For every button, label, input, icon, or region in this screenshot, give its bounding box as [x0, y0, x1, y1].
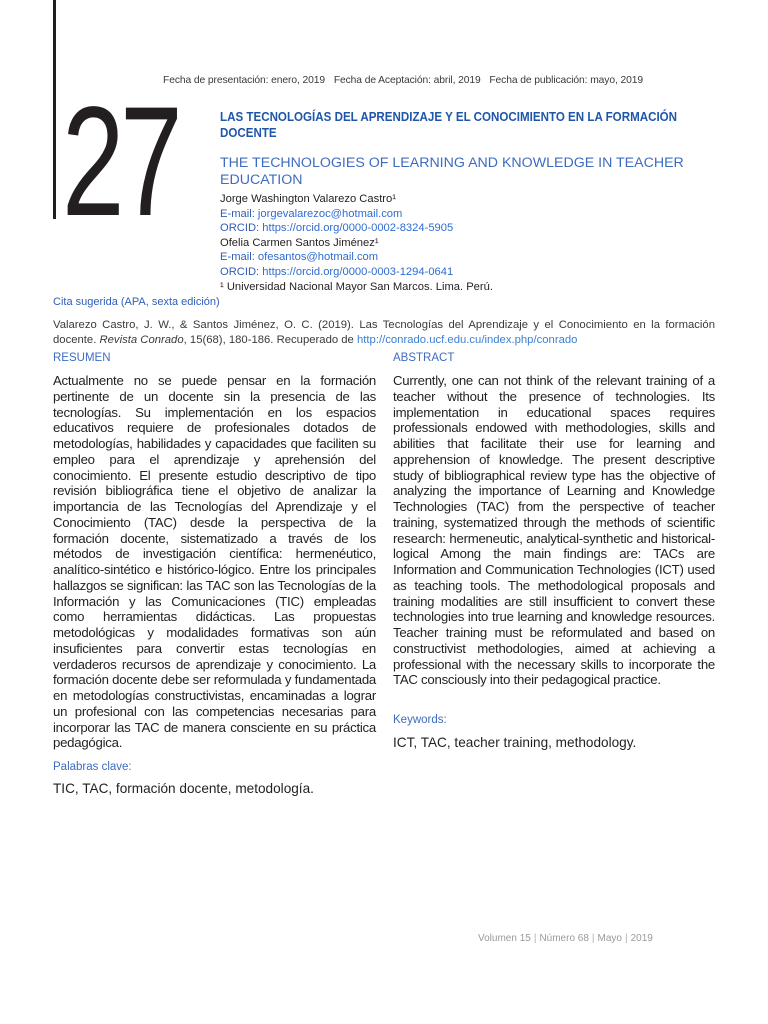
- author-name: Jorge Washington Valarezo Castro¹: [220, 193, 396, 205]
- orcid-label: ORCID:: [220, 265, 263, 278]
- keywords-heading: Keywords:: [393, 714, 447, 726]
- citation-authors-title: Valarezo Castro, J. W., & Santos Jiménez, O. C. (2019). Las Tecnologías del Aprendizaje y el Conocimiento en la formación docente.: [53, 319, 715, 346]
- citation-volume-pages: , 15(68), 180-186. Recuperado de: [183, 333, 357, 346]
- citation-label: Cita sugerida (APA, sexta edición): [53, 296, 220, 308]
- footer-separator: |: [624, 933, 628, 944]
- keywords-text: ICT, TAC, teacher training, methodology.: [393, 735, 637, 750]
- article-title-english: THE TECHNOLOGIES OF LEARNING AND KNOWLEDGE IN TEACHER EDUCATION: [220, 155, 684, 188]
- palabras-clave-text: TIC, TAC, formación docente, metodología.: [53, 781, 314, 796]
- author-orcid-line: [220, 265, 720, 280]
- article-title-spanish: LAS TECNOLOGÍAS DEL APRENDIZAJE Y EL CONOCIMIENTO EN LA FORMACIÓN DOCENTE: [220, 110, 678, 140]
- email-label: E-mail:: [220, 207, 258, 220]
- header-vertical-rule: [53, 0, 56, 219]
- author-block: [220, 192, 720, 294]
- palabras-clave-heading: Palabras clave:: [53, 761, 132, 773]
- footer-separator: |: [591, 933, 595, 944]
- publication-date: Fecha de publicación: mayo, 2019: [489, 75, 644, 86]
- citation-url-link[interactable]: http://conrado.ucf.edu.cu/index.php/conrado: [356, 333, 578, 346]
- orcid-label: ORCID:: [220, 222, 263, 235]
- author-email-link[interactable]: jorgevalarezoc@hotmail.com: [257, 207, 403, 220]
- author-orcid-line: [220, 221, 720, 236]
- abstract-heading: ABSTRACT: [393, 352, 455, 364]
- acceptance-date: Fecha de Aceptación: abril, 2019: [333, 75, 481, 86]
- footer-number: Número 68: [539, 933, 589, 944]
- footer-year: 2019: [630, 933, 653, 944]
- citation-text: [53, 318, 715, 347]
- article-number: 27: [62, 75, 179, 249]
- email-label: E-mail:: [220, 251, 258, 264]
- publication-dates: [163, 75, 643, 86]
- resumen-heading: RESUMEN: [53, 352, 111, 364]
- author-affiliation: ¹ Universidad Nacional Mayor San Marcos. Lima. Perú.: [220, 280, 493, 293]
- abstract-body: Currently, one can not think of the relevant training of a teacher without the presence of technologies. Its implementation in educational spaces requires professionals endowed with methodologies, skills and abilities that facilitate their use for learning and apprehension of knowledge. The present descriptive study of bibliographical review type has the objective of analyzing the importance of Learning and Knowledge Technologies (TAC) from the perspective of teacher training, systematized through the methods of scientific research: hermeneutic, analytical-synthetic and historical-logical Among the main findings are: TACs are Information and Communication Technologies (ICT) used as teaching tools. The methodological proposals and training modalities are still insufficient to convert these technologies into true learning and knowledge resources. Teacher training must be reformulated and based on constructivist methodologies, aimed at achieving a professional with the necessary skills to incorporate the TAC consciously into their pedagogical practice.: [393, 373, 715, 688]
- footer-volume: Volumen 15: [478, 933, 531, 944]
- author-orcid-link[interactable]: https://orcid.org/0000-0003-1294-0641: [262, 265, 454, 278]
- author-email-line: [220, 250, 720, 265]
- footer-separator: |: [533, 933, 537, 944]
- author-email-line: [220, 207, 720, 222]
- citation-journal: Revista Conrado: [99, 333, 184, 346]
- author-orcid-link[interactable]: https://orcid.org/0000-0002-8324-5905: [262, 222, 454, 235]
- page-footer: [478, 933, 653, 944]
- footer-month: Mayo: [597, 933, 622, 944]
- resumen-body: Actualmente no se puede pensar en la formación pertinente de un docente sin la presencia de las tecnologías. Su implementación en los espacios educativos requiere de profesionales dotados de metodologías, habilidades y capacidades que faciliten su empleo para el aprendizaje y aprehensión del conocimiento. El presente estudio descriptivo de tipo revisión bibliográfica tiene el objetivo de analizar la importancia de las Tecnologías del Aprendizaje y el Conocimiento (TAC) desde la perspectiva de la formación docente, sistematizado a través de los métodos de investigación científica: hermenéutico, analítico-sintético e histórico-lógico. Entre los principales hallazgos se significan: las TAC son las Tecnologías de la Información y las Comunicaciones (TIC) empleadas como herramientas didácticas. Las propuestas metodológicas y modalidades formativas son aún insuficientes para convertir estas tecnologías en verdaderos recursos de aprendizaje y conocimiento. La formación docente debe ser reformulada y fundamentada en metodologías constructivistas, encaminadas a lograr un profesional con las competencias necesarias para incorporar las TAC de manera consciente en su práctica pedagógica.: [53, 373, 376, 751]
- submission-date: Fecha de presentación: enero, 2019: [163, 75, 326, 86]
- author-email-link[interactable]: ofesantos@hotmail.com: [257, 251, 379, 264]
- author-name: Ofelia Carmen Santos Jiménez¹: [220, 236, 379, 249]
